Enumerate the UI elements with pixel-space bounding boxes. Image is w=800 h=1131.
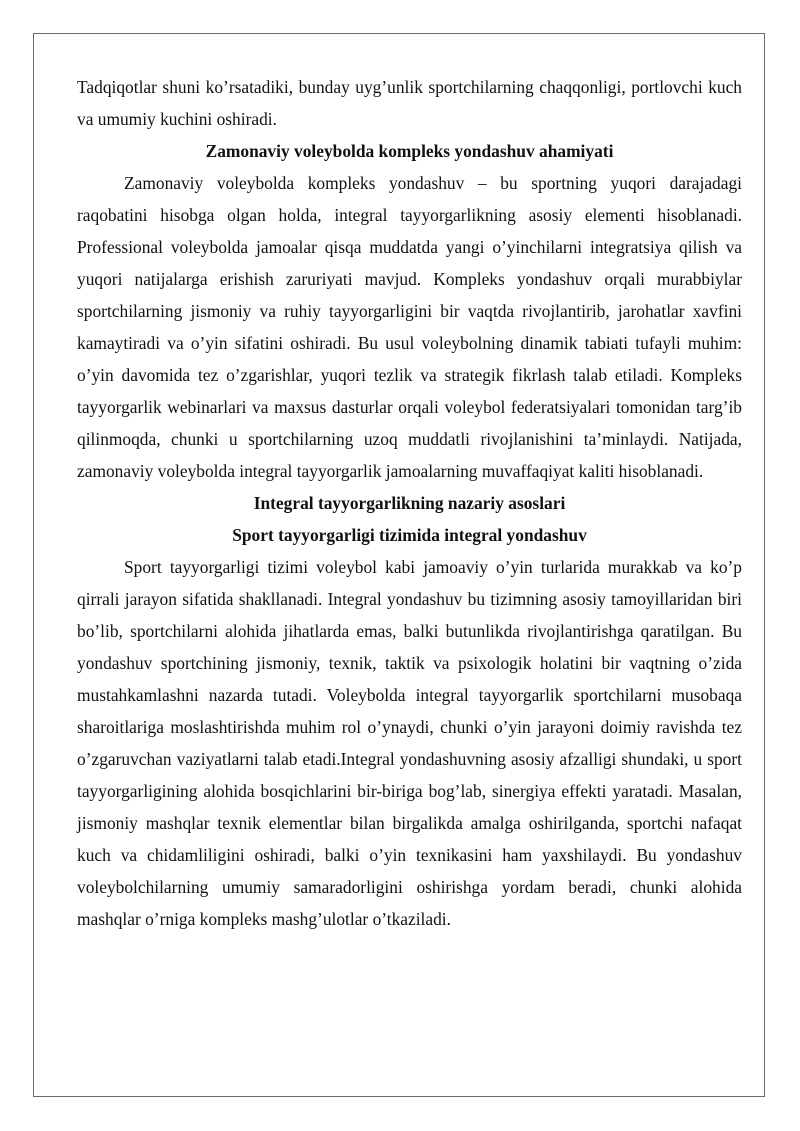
paragraph-integral-yondashuv: Sport tayyorgarligi tizimi voleybol kabi jamoaviy o’yin turlarida murakkab va ko’p qirrali jarayon sifatida shakllanadi. Integral yondashuv bu tizimning asosiy tamoyillaridan biri bo’lib, sportchilarni alohida jihatlarda emas, balki butunlikda rivojlantirishga qaratilgan. Bu yondashuv sportchining jismoniy, texnik, taktik va psixologik holatini bir vaqtning o’zida mustahkamlashni nazarda tutadi. Voleybolda integral tayyorgarlik sportchilarni musobaqa sharoitlariga moslashtirishda muhim rol o’ynaydi, chunki o’yin jarayoni doimiy ravishda tez o’zgaruvchan vaziyatlarni talab etadi.Integral yondashuvning asosiy afzalligi shundaki, u sport tayyorgarligining alohida bosqichlarini bir-biriga bog’lab, sinergiya effekti yaratadi. Masalan, jismoniy mashqlar texnik elementlar bilan birgalikda amalga oshirilganda, sportchi nafaqat kuch va chidamliligini oshiradi, balki o’yin texnikasini ham yaxshilaydi. Bu yondashuv voleybolchilarning umumiy samaradorligini oshirishga yordam beradi, chunki alohida mashqlar o’rniga kompleks mashg’ulotlar o’tkaziladi. (77, 557, 742, 929)
paragraph-kompleks-yondashuv: Zamonaviy voleybolda kompleks yondashuv – bu sportning yuqori darajadagi raqobatini hisobga olgan holda, integral tayyorgarlikning asosiy elementi hisoblanadi. Professional voleybolda jamoalar qisqa muddatda yangi o’yinchilarni integratsiya qilish va yuqori natijalarga erishish zaruriyati mavjud. Kompleks yondashuv orqali murabbiylar sportchilarning jismoniy va ruhiy tayyorgarligini bir vaqtda rivojlantirib, jarohatlar xavfini kamaytiradi va o’yin sifatini oshiradi. Bu usul voleybolning dinamik tabiati tufayli muhim: o’yin davomida tez o’zgarishlar, yuqori tezlik va strategik fikrlash talab etiladi. Kompleks tayyorgarlik webinarlari va maxsus dasturlar orqali voleybol federatsiyalari tomonidan targ’ib qilinmoqda, chunki u sportchilarning uzoq muddatli rivojlanishini ta’minlaydi. Natijada, zamonaviy voleybolda integral tayyorgarlik jamoalarning muvaffaqiyat kaliti hisoblanadi. (77, 173, 742, 481)
section-heading-kompleks-yondashuv: Zamonaviy voleybolda kompleks yondashuv ahamiyati (205, 141, 614, 161)
document-body (77, 71, 742, 935)
intro-paragraph: Tadqiqotlar shuni ko’rsatadiki, bunday uyg’unlik sportchilarning chaqqonligi, portlovchi kuch va umumiy kuchini oshiradi. (77, 77, 742, 129)
subsection-heading-integral-yondashuv: Sport tayyorgarligi tizimida integral yondashuv (232, 525, 587, 545)
section-heading-nazariy-asoslar: Integral tayyorgarlikning nazariy asoslari (253, 493, 566, 513)
